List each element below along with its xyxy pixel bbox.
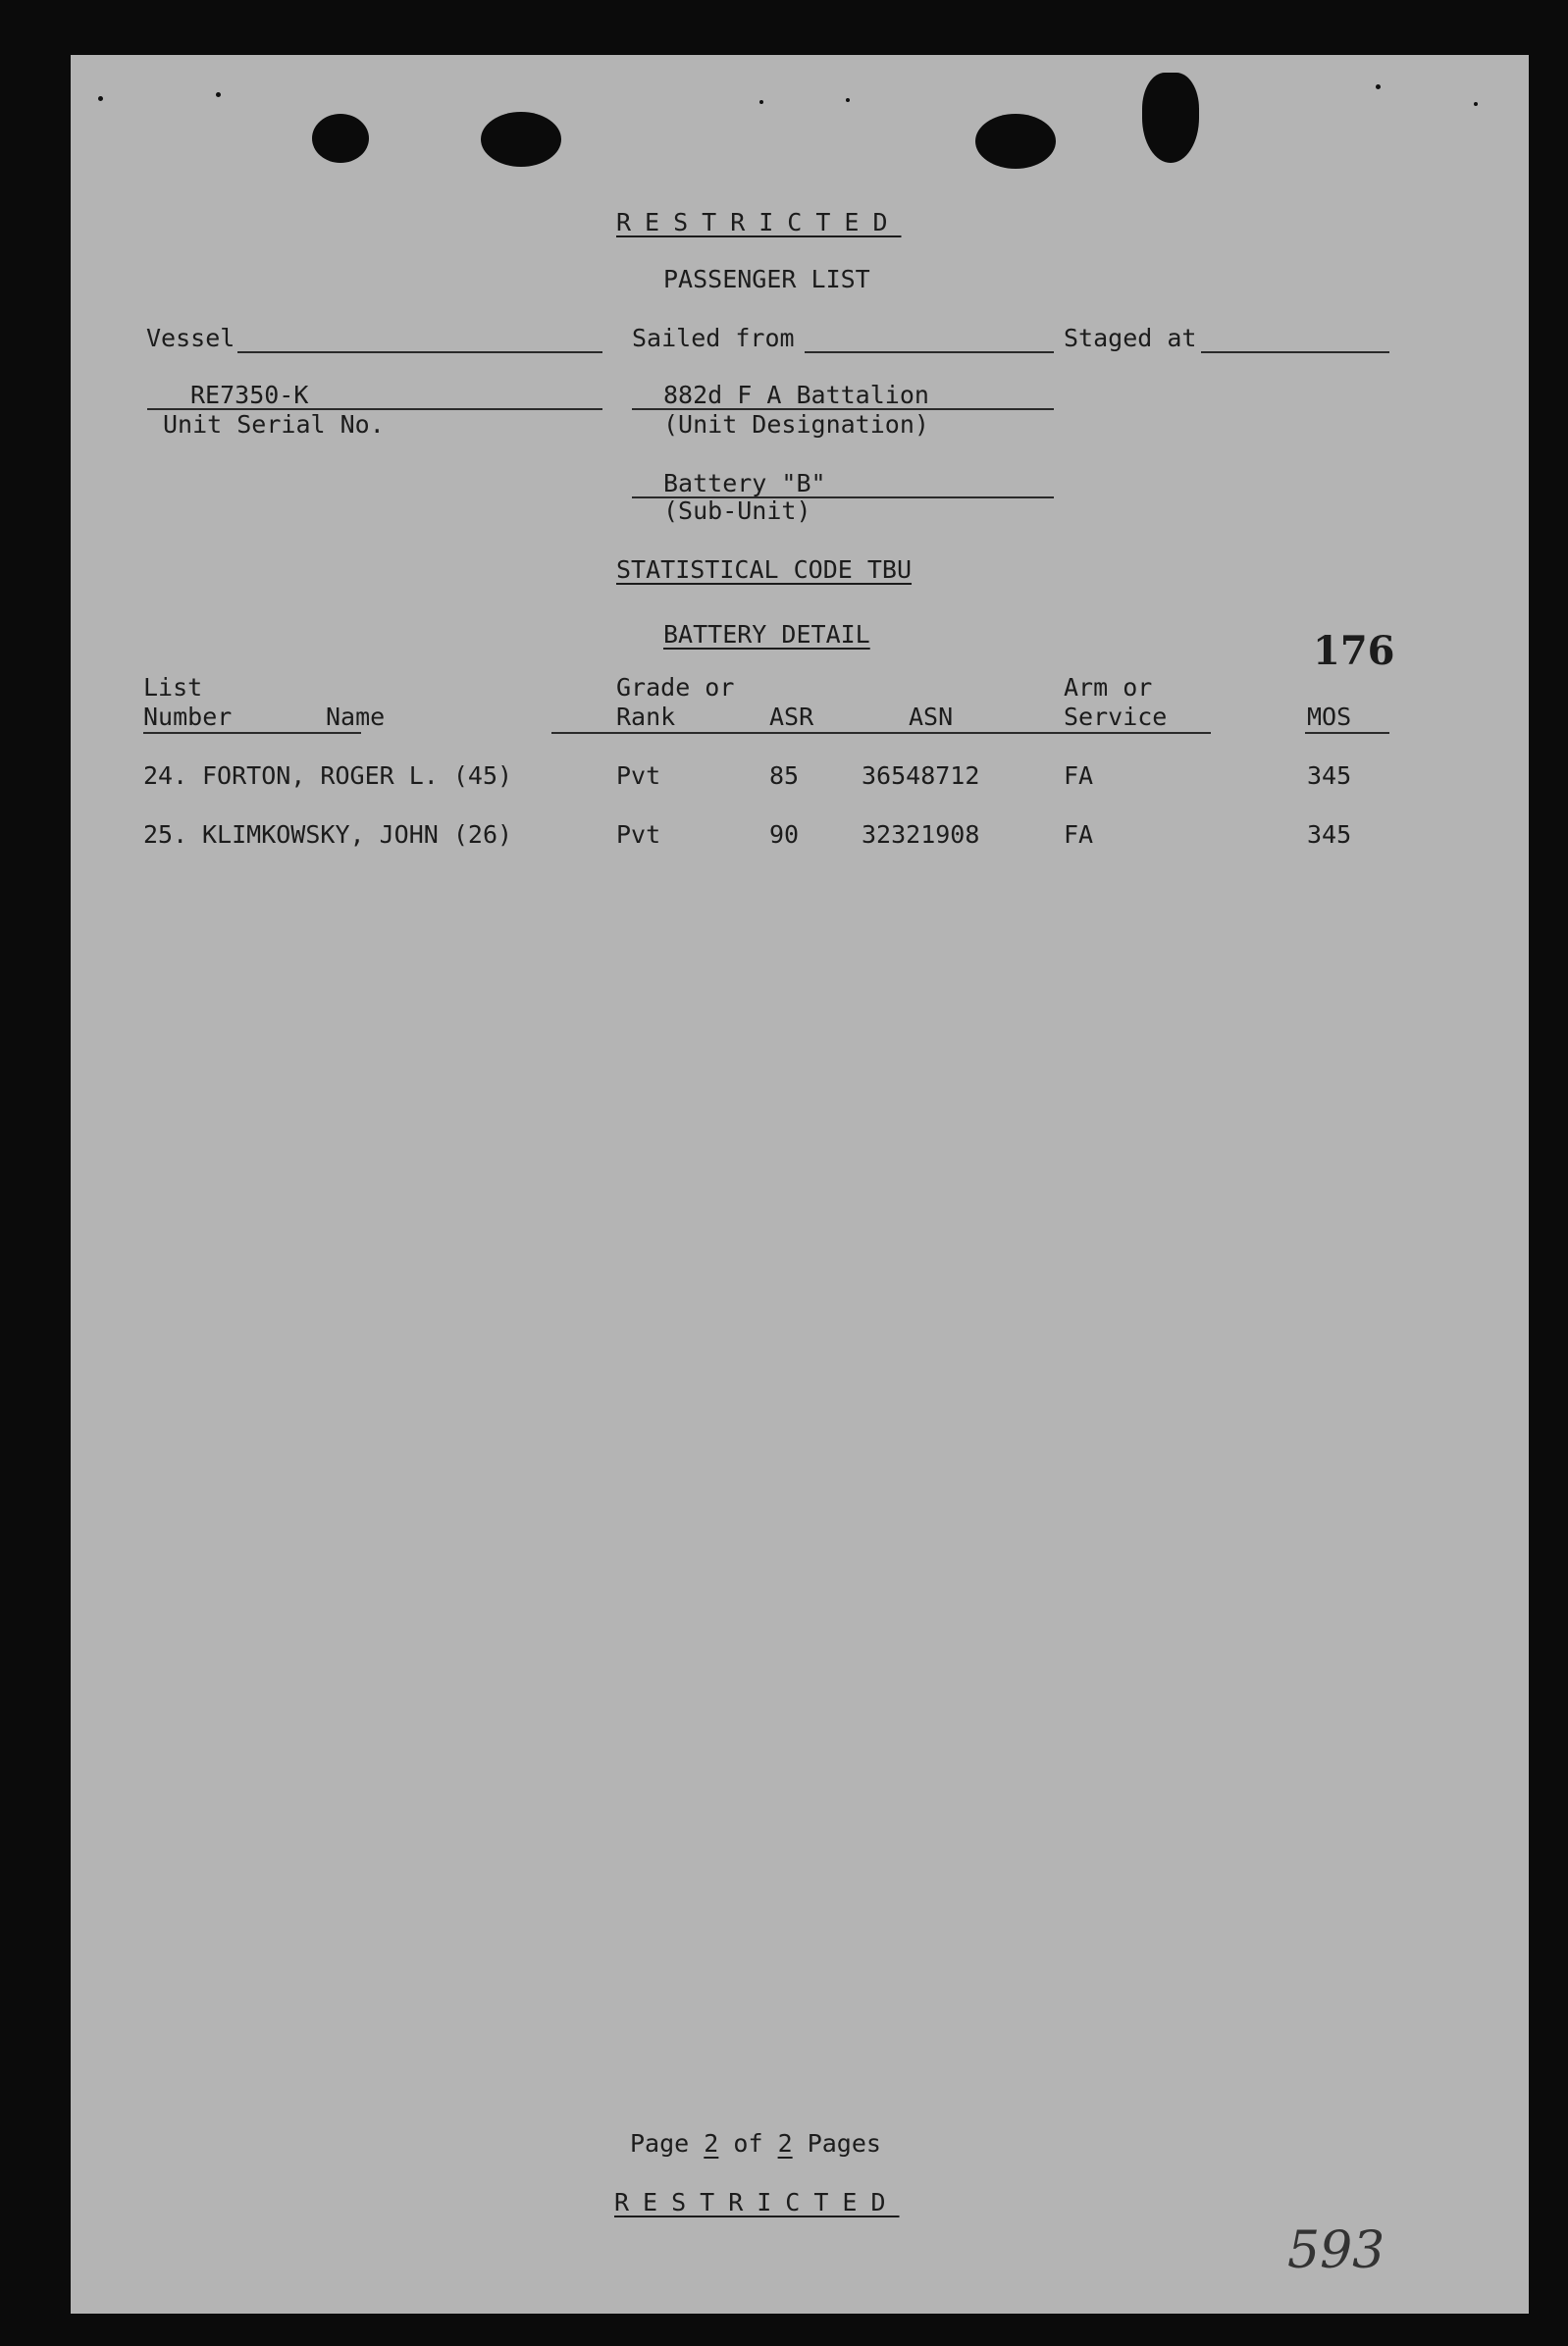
table-row-arm: FA — [1064, 820, 1094, 849]
punch-hole-right — [1142, 73, 1199, 163]
sailed-from-label: Sailed from — [632, 324, 795, 352]
header-underline — [551, 732, 1066, 734]
vessel-label: Vessel — [146, 324, 235, 352]
page-total: 2 — [777, 2129, 793, 2158]
table-row-name: KLIMKOWSKY, JOHN (26) — [202, 820, 513, 849]
unit-serial-label: Unit Serial No. — [163, 410, 385, 439]
table-row-number: 25. — [143, 820, 188, 849]
table-row-arm: FA — [1064, 761, 1094, 790]
table-row-asn: 36548712 — [862, 761, 980, 790]
staged-at-line — [1201, 351, 1389, 353]
punch-hole-right-mid — [975, 114, 1056, 169]
table-row-grade: Pvt — [616, 820, 661, 849]
page-current: 2 — [704, 2129, 719, 2158]
unit-designation-label: (Unit Designation) — [663, 410, 929, 439]
table-row-mos: 345 — [1307, 761, 1352, 790]
speck — [846, 98, 850, 102]
speck — [98, 96, 103, 101]
sub-unit-value: Battery "B" — [663, 469, 826, 497]
speck — [1376, 84, 1381, 89]
table-row-name: FORTON, ROGER L. (45) — [202, 761, 513, 790]
handwritten-number: 176 — [1313, 628, 1395, 674]
speck — [216, 92, 221, 97]
staged-at-label: Staged at — [1064, 324, 1197, 352]
header-underline — [143, 732, 361, 734]
unit-designation-value: 882d F A Battalion — [663, 381, 929, 409]
speck — [1474, 102, 1478, 106]
header-arm-line2: Service — [1064, 703, 1168, 731]
vessel-line — [237, 351, 602, 353]
page-of: of — [733, 2129, 763, 2158]
unit-serial-value: RE7350-K — [190, 381, 309, 409]
section-title: BATTERY DETAIL — [663, 620, 870, 649]
header-name: Name — [326, 703, 386, 731]
classification-header: RESTRICTED — [616, 208, 902, 236]
table-row-number: 24. — [143, 761, 188, 790]
header-underline — [1305, 732, 1389, 734]
page-prefix: Page — [630, 2129, 690, 2158]
sub-unit-label: (Sub-Unit) — [663, 496, 811, 525]
statistical-code: STATISTICAL CODE TBU — [616, 555, 913, 584]
page-indicator — [630, 2129, 881, 2159]
header-grade-line2: Rank — [616, 703, 676, 731]
document-title: PASSENGER LIST — [663, 265, 870, 293]
speck — [759, 100, 763, 104]
header-asn: ASN — [909, 703, 954, 731]
classification-footer: RESTRICTED — [614, 2188, 900, 2216]
header-asr: ASR — [769, 703, 814, 731]
handwritten-footer: 593 — [1287, 2221, 1385, 2280]
header-underline — [1064, 732, 1211, 734]
table-row-asr: 90 — [769, 820, 800, 849]
header-arm-line1: Arm or — [1064, 673, 1153, 702]
table-row-asr: 85 — [769, 761, 800, 790]
punch-hole-left — [312, 114, 369, 163]
table-row-grade: Pvt — [616, 761, 661, 790]
table-row-mos: 345 — [1307, 820, 1352, 849]
header-mos: MOS — [1307, 703, 1352, 731]
header-list-number-line1: List — [143, 673, 203, 702]
punch-hole-left-mid — [481, 112, 561, 167]
sailed-from-line — [805, 351, 1054, 353]
page-suffix: Pages — [807, 2129, 881, 2158]
header-list-number-line2: Number — [143, 703, 233, 731]
document-page — [71, 55, 1529, 2314]
table-row-asn: 32321908 — [862, 820, 980, 849]
header-grade-line1: Grade or — [616, 673, 735, 702]
